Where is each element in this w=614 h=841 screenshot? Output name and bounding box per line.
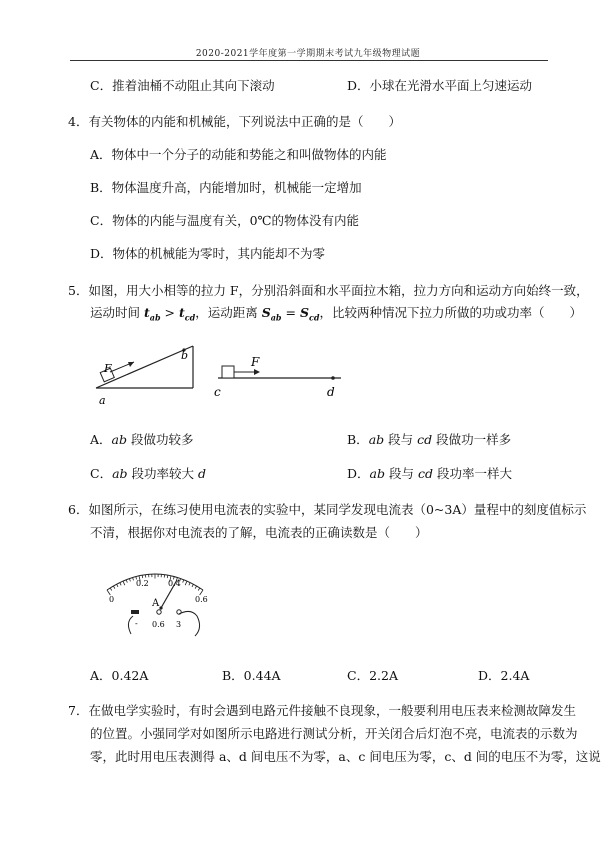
q5-option-d: [347, 464, 512, 482]
q5-d-rest: 段功率一样大: [432, 466, 512, 481]
wire-right: [179, 611, 200, 636]
q5-c-rest: 段功率较大: [127, 466, 198, 481]
q5-text-c: ，比较两种情况下拉力所做的功或功率（ ）: [319, 305, 582, 320]
q6-option-a: A．0.42A: [90, 668, 149, 683]
q5-d-prefix: D．: [347, 466, 370, 481]
q3-option-c: C．推着油桶不动阻止其向下滚动: [90, 78, 275, 93]
scale-tick: [123, 581, 125, 585]
wire-left: [128, 616, 133, 634]
tick-label-0.2: 0.2: [136, 579, 149, 588]
q4-option-b: B．物体温度升高，内能增加时，机械能一定增加: [90, 180, 362, 195]
q5-option-b: [347, 430, 511, 448]
q5-text-b: ，运动距离: [195, 305, 262, 320]
terminal-0.6: [157, 610, 161, 614]
q4-option-a: A．物体中一个分子的动能和势能之和叫做物体的内能: [90, 147, 387, 162]
label-a: a: [99, 394, 106, 407]
s-ab-subscript: ab: [270, 312, 282, 323]
horizontal-diagram: [214, 355, 341, 399]
t-ab-symbol: t: [143, 305, 150, 320]
terminal-minus: [131, 610, 139, 614]
ammeter-figure: [95, 550, 225, 645]
terminal-label-minus: -: [135, 619, 138, 628]
page-header: 2020-2021学年度第一学期期末考试九年级物理试题: [195, 49, 421, 59]
q5-b-ab: ab: [368, 432, 385, 447]
tick-label-0: 0: [109, 595, 115, 604]
q4-option-d: D．物体的机械能为零时，其内能却不为零: [90, 246, 326, 261]
q5-b-rest: 段做功一样多: [432, 432, 512, 447]
scale-tick: [185, 581, 187, 585]
q5-c-prefix: C．: [90, 466, 113, 481]
q5-b-cd: cd: [417, 432, 433, 447]
q7-line3: 零，此时用电压表测得 a、d 间电压不为零，a、c 间电压为零，c、d 间的电压不为零，这说: [90, 749, 601, 764]
q5-stem-line1: 5．如图，用大小相等的拉力 F，分别沿斜面和水平面拉木箱，拉力方向和运动方向始终一致，: [68, 283, 589, 298]
scale-tick: [198, 588, 200, 591]
scale-tick: [183, 580, 184, 583]
scale-tick: [133, 577, 134, 580]
q5-b-mid: 段与: [384, 432, 418, 447]
q5-c-tail: d: [198, 466, 207, 481]
label-c: c: [214, 385, 221, 399]
scale-tick: [113, 586, 115, 589]
t-ab-subscript: ab: [149, 312, 161, 323]
unit-label-A: A: [152, 598, 160, 609]
label-d: d: [327, 385, 335, 399]
eq-sign: =: [281, 305, 300, 320]
scale-tick: [192, 584, 193, 587]
needle-pivot: [159, 606, 162, 609]
q6-stem-line2: 不清，根据你对电流表的了解，电流表的正确读数是（ ）: [90, 525, 428, 540]
s-cd-subscript: cd: [308, 312, 320, 323]
q6-stem-line1: 6．如图所示，在练习使用电流表的实验中，某同学发现电流表（0~3A）量程中的刻度值标示: [68, 502, 587, 517]
scale-tick: [126, 580, 127, 583]
terminal-label-0.6: 0.6: [152, 620, 165, 629]
t-cd-symbol: t: [178, 305, 185, 320]
incline-diagram: [96, 346, 193, 407]
horizontal-box: [222, 366, 234, 378]
q5-text-a: 运动时间: [90, 305, 144, 320]
q3-option-d: D．小球在光滑水平面上匀速运动: [347, 78, 533, 93]
ammeter: [107, 574, 208, 636]
q4-option-c: C．物体的内能与温度有关，0℃的物体没有内能: [90, 213, 360, 228]
tick-label-0.6: 0.6: [195, 595, 208, 604]
scale-tick: [129, 579, 130, 582]
q5-d-cd: cd: [417, 466, 433, 481]
q6-option-c: C．2.2A: [347, 668, 398, 683]
horizontal-arrowhead: [254, 369, 260, 375]
label-b: b: [181, 349, 189, 362]
tick-label-0.4: 0.4: [168, 579, 181, 588]
q7-line2: 的位置。小强同学对如图所示电路进行测试分析，开关闭合后灯泡不亮，电流表的示数为: [90, 726, 578, 741]
gt-sign: >: [160, 305, 179, 320]
q5-option-a: [90, 430, 193, 448]
scale-tick: [142, 575, 143, 578]
q5-option-c: [90, 464, 206, 482]
label-F1: F: [104, 362, 112, 375]
t-cd-subscript: cd: [184, 312, 196, 323]
q5-c-ab: ab: [112, 466, 128, 481]
q6-option-d: D．2.4A: [478, 668, 530, 683]
scale-tick: [110, 588, 112, 591]
label-F2: F: [251, 355, 260, 369]
scale-tick: [189, 583, 190, 586]
q6-option-b: B．0.44A: [222, 668, 281, 683]
q5-a-prefix: A．: [90, 432, 112, 447]
q5-d-ab: ab: [369, 466, 385, 481]
scale-tick: [195, 586, 197, 589]
q5-a-rest: 段做功较多: [127, 432, 194, 447]
s-cd-symbol: S: [299, 305, 309, 320]
q7-line1: 7．在做电学实验时，有时会遇到电路元件接触不良现象，一般要利用电压表来检测故障发生: [68, 703, 576, 718]
q5-a-ab: ab: [111, 432, 127, 447]
terminal-label-3: 3: [176, 620, 182, 629]
scale-tick: [117, 584, 118, 587]
s-ab-symbol: S: [261, 305, 271, 320]
q5-b-prefix: B．: [347, 432, 369, 447]
q5-d-mid: 段与: [385, 466, 418, 481]
scale-tick: [167, 575, 168, 578]
point-d: [331, 376, 335, 380]
q4-stem: 4．有关物体的内能和机械能，下列说法中正确的是（ ）: [68, 114, 401, 129]
scale-tick: [120, 583, 121, 586]
scale-ticks: [107, 574, 203, 595]
